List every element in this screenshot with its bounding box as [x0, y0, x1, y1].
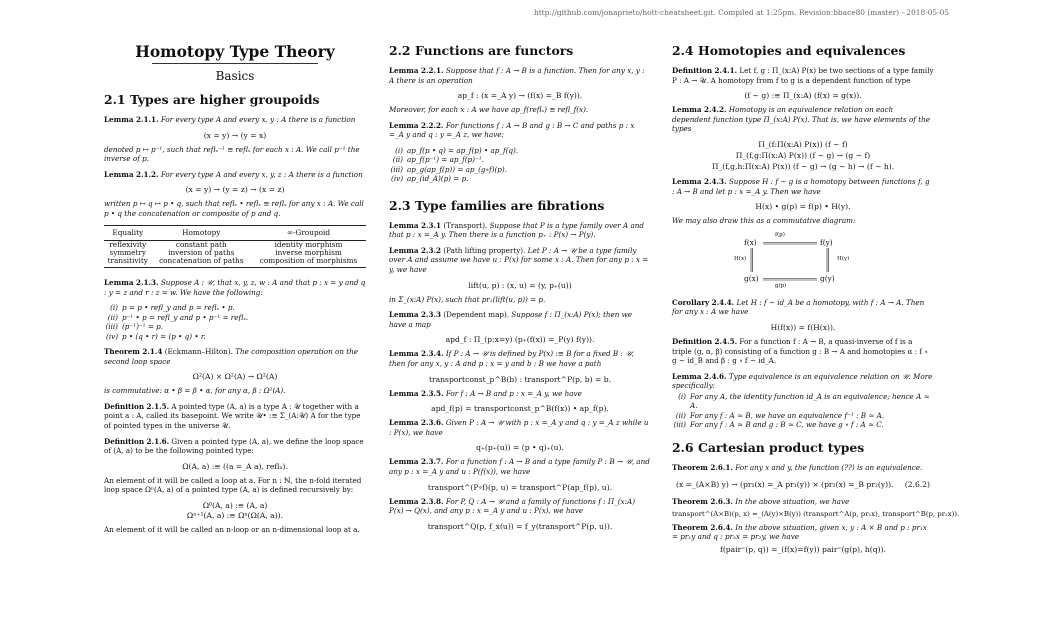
- lemma-2-4-3: Lemma 2.4.3. Suppose H : f ∼ g is a homotopy between functions f, g : A → B and let p : x =_A y. Then we have: [672, 176, 930, 196]
- lemma-2-4-2: Lemma 2.4.2. Homotopy is an equivalence relation on each dependent function type Π_(x:A) P(x). That is, we have elements of the types: [672, 105, 930, 134]
- section-2-2-heading: 2.2 Functions are functors: [389, 43, 574, 58]
- theorem-2-6-4: Theorem 2.6.4. In the above situation, given x, y : A × B and p : pr₁x = pr₁y and q : pr₂x = pr₂y, we have: [672, 522, 927, 542]
- lemma-2-3-6-equation: q₊(p₊(u)) = (p • q)₊(u).: [476, 443, 564, 453]
- diagram-node-gx: g(x): [744, 273, 759, 283]
- lemma-2-2-1-equation: ap_f : (x =_A y) → (f(x) =_B f(y)).: [457, 91, 583, 101]
- theorem-2-1-4-equation: Ω²(A) × Ω²(A) → Ω²(A): [192, 372, 278, 382]
- theorem-2-6-4-equation: f(pair⁼(p, q)) =_(f(x)=f(y)) pair⁼(g(p), h(q)).: [720, 544, 886, 554]
- loop-space-base-equation: Ω⁰(A, a) :≡ (A, a): [202, 500, 268, 510]
- corollary-2-4-4-equation: H(f(x)) = f(H(x)).: [770, 322, 836, 332]
- list-item: (i) For any A, the identity function id_A is an equivalence; hence A ≃ A.: [678, 391, 930, 411]
- lemma-2-1-3: Lemma 2.1.3. Suppose A : 𝒰, that x, y, z, w : A and that p : x = y and q : y = z and r : z = w. We have the following:: [104, 278, 366, 297]
- diagram-node-fx: f(x): [744, 237, 757, 247]
- definition-2-1-6: Definition 2.1.6. Given a pointed type (A, a), we define the loop space of (A, a) to be the following pointed type:: [104, 436, 364, 456]
- commutative-diagram: [672, 228, 934, 294]
- lemma-2-3-8: Lemma 2.3.8. For P, Q : A → 𝒰 and a family of functions f : Π_(x:A) P(x) → Q(x), and any p : x =_A y and u : P(x), we have: [389, 496, 636, 516]
- list-item: (i) p = p • refl_y and p = reflₓ • p.: [110, 303, 235, 313]
- table-row: transitivity concatenation of paths composition of morphisms: [104, 257, 366, 268]
- lemma-2-3-2: Lemma 2.3.2 (Path lifting property). Let P : A → 𝒰 be a type family over A and assume we have u : P(x) for some x : A. Then for any p : x = y, we have: [389, 245, 649, 274]
- section-2-6-heading: 2.6 Cartesian product types: [672, 439, 865, 455]
- diagram-node-gy: g(y): [820, 273, 835, 283]
- lemma-2-2-2-list: [389, 146, 651, 184]
- equation-number: (2.6.2): [904, 480, 930, 490]
- lemma-2-2-2: Lemma 2.2.2. For functions f : A → B and g : B → C and paths p : x =_A y and q : y =_A z, we have:: [389, 120, 635, 140]
- definition-2-4-1: Definition 2.4.1. Let f, g : Π_(x:A) P(x) be two sections of a type family P : A → 𝒰. A homotopy from f to g is a dependent function of type: [672, 66, 934, 85]
- theorem-2-1-4-after: is commutative: α • β = β • α, for any α, β : Ω²(A).: [104, 386, 286, 396]
- definition-2-1-6-after: An element of it will be called a loop at a. For n : ℕ, the n-fold iterated loop space Ωⁿ(A, a) of a pointed type (A, a) is defined recursively by:: [104, 475, 362, 495]
- definition-2-4-1-equation: (f ∼ g) :≡ Π_(x:A) (f(x) = g(x)).: [744, 91, 862, 101]
- lemma-2-2-1: Lemma 2.2.1. Suppose that f : A → B is a function. Then for any x, y : A there is an operation: [389, 66, 645, 85]
- theorem-2-6-3: Theorem 2.6.3. In the above situation, we have: [672, 497, 850, 507]
- lemma-2-1-1: Lemma 2.1.1. For every type A and every x, y : A there is a function: [104, 115, 356, 124]
- list-item: (iii) (p⁻¹)⁻¹ = p.: [105, 322, 164, 332]
- theorem-2-6-1: Theorem 2.6.1. For any x and y, the function (??) is an equivalence.: [672, 462, 923, 472]
- theorem-2-1-4: Theorem 2.1.4 (Eckmann–Hilton). The composition operation on the second loop space: [104, 346, 359, 366]
- list-item: (iii) ap_g(ap_f(p)) = ap_(g∘f)(p).: [390, 164, 507, 174]
- lemma-2-3-5: Lemma 2.3.5. For f : A → B and p : x =_A y, we have: [389, 388, 582, 398]
- list-item: (ii) p⁻¹ • p = refl_y and p • p⁻¹ = reflₓ.: [107, 312, 249, 322]
- lemma-2-3-6: Lemma 2.3.6. Given P : A → 𝒰 with p : x =_A y and q : y =_A z while u : P(x), we have: [389, 418, 649, 437]
- homotopy-reflexive-type: Π_(f:Π(x:A) P(x)) (f ∼ f): [758, 139, 848, 149]
- list-item: (i) ap_f(p • q) = ap_f(p) • ap_f(q).: [395, 145, 519, 155]
- header-url[interactable]: http://github.com/jonaprieto/hott-cheatsheet.git. Compiled at 1:25pm. Revision:bbace80 (master) - 2018-05-05: [533, 8, 949, 17]
- section-2-1-heading: 2.1 Types are higher groupoids: [104, 92, 320, 107]
- table-header: Homotopy: [152, 225, 251, 240]
- groupoid-table: [104, 225, 366, 269]
- lemma-2-3-4: Lemma 2.3.4. If P : A → 𝒰 is defined by P(x) :≡ B for a fixed B : 𝒰, then for any x, y : A and p : x = y and b : B we have a path: [389, 349, 634, 368]
- lemma-2-4-6: Lemma 2.4.6. Type equivalence is an equivalence relation on 𝒰. More specifically:: [672, 371, 933, 391]
- lemma-2-1-3-list: [104, 303, 366, 341]
- lemma-2-3-8-equation: transport^Q(p, f_x(u)) = f_y(transport^P(p, u)).: [427, 521, 613, 531]
- diagram-top-label: f(p): [775, 231, 785, 238]
- diagram-bottom-label: g(p): [775, 282, 787, 289]
- list-item: (ii) ap_f(p⁻¹) = ap_f(p)⁻¹.: [392, 155, 484, 165]
- list-item: (iii) For any f : A ≃ B and g : B ≃ C, we have g ∘ f : A ≃ C.: [673, 420, 884, 430]
- lemma-2-2-1-after: Moreover, for each x : A we have ap_f(reflₓ) ≡ refl_f(x).: [389, 105, 589, 115]
- diagram-node-fy: f(y): [820, 237, 833, 247]
- diagram-left-label: H(x): [734, 255, 747, 262]
- column-3: [672, 40, 960, 559]
- table-header: Equality: [104, 225, 152, 240]
- section-2-3-heading: 2.3 Type families are fibrations: [389, 197, 605, 213]
- diagram-arrows: [672, 228, 934, 294]
- lemma-2-1-1-after: denoted p ↦ p⁻¹, such that reflₓ⁻¹ ≡ reflₓ for each x : A. We call p⁻¹ the inverse of p.: [104, 144, 360, 164]
- lemma-2-1-2-equation: (x = y) → (y = z) → (x = z): [185, 185, 285, 195]
- n-loop-sentence: An element of it will be called an n-loop or an n-dimensional loop at a.: [104, 524, 360, 534]
- lemma-2-3-1: Lemma 2.3.1 (Transport). Suppose that P is a type family over A and that p : x =_A y. Then there is a function p₊ : P(x) → P(y).: [389, 220, 644, 240]
- list-item: (iv) p • (q • r) = (p • q) • r.: [106, 331, 206, 341]
- homotopy-symmetric-type: Π_(f,g:Π(x:A) P(x)) (f ∼ g) → (g ∼ f): [735, 150, 871, 160]
- table-row: reflexivity constant path identity morphism: [109, 239, 343, 249]
- lemma-2-1-2: Lemma 2.1.2. For every type A and every x, y, z : A there is a function: [104, 169, 363, 179]
- lemma-2-3-7-equation: transport^(P∘f)(p, u) = transport^P(ap_f(p), u).: [427, 482, 613, 492]
- definition-2-4-5: Definition 2.4.5. For a function f : A → B, a quasi-inverse of f is a triple (g, α, β) consisting of a function g : B → A and homotopies α : f ∘ g ∼ id_B and β : g ∘ f ∼ id_A.: [672, 336, 928, 366]
- lemma-2-1-2-after: written p ↦ q ↦ p • q, such that reflₓ • reflₓ ≡ reflₓ for any x : A. We call p • q the concatenation or composite of p and q.: [104, 199, 364, 218]
- lemma-2-3-4-equation: transportconst_p^B(b) : transport^P(p, b) = b.: [428, 374, 612, 384]
- lemma-2-3-5-equation: apd_f(p) = transportconst_p^B(f(x)) • ap_f(p).: [431, 404, 609, 414]
- equation-2-6-2: (x =_(A×B) y) → (pr₁(x) =_A pr₁(y)) × (pr₂(x) =_B pr₂(y)). (2.6.2): [676, 480, 930, 490]
- list-item: (ii) For any f : A ≃ B, we have an equivalence f⁻¹ : B ≃ A.: [675, 410, 885, 420]
- lemma-2-4-6-list: [672, 392, 934, 430]
- lemma-2-3-3: Lemma 2.3.3 (Dependent map). Suppose f : Π_(x:A) P(x); then we have a map: [389, 310, 633, 329]
- document-title: Homotopy Type Theory: [135, 42, 335, 61]
- table-row: symmetry inversion of paths inverse morphism: [109, 247, 342, 257]
- lemma-2-3-2-equation: lift(u, p) : (x, u) = (y, p₊(u)): [468, 280, 572, 290]
- definition-2-1-5: Definition 2.1.5. A pointed type (A, a) is a type A : 𝒰 together with a point a : A, called its basepoint. We write 𝒰• :≡ Σ_(A:𝒰) A for the type of pointed types in the universe 𝒰.: [104, 401, 361, 430]
- definition-2-1-6-equation: Ω(A, a) :≡ ((a =_A a), reflₐ).: [182, 461, 288, 471]
- lemma-2-3-7: Lemma 2.3.7. For a function f : A → B and a type family P : B → 𝒰, and any p : x =_A y and u : P(f(x)), we have: [389, 457, 650, 476]
- lemma-2-4-3-equation: H(x) • g(p) = f(p) • H(y).: [755, 202, 851, 212]
- homotopy-transitive-type: Π_(f,g,h:Π(x:A) P(x)) (f ∼ g) → (g ∼ h) → (f ∼ h).: [711, 161, 895, 171]
- list-item: (iv) ap_(id_A)(p) = p.: [391, 174, 469, 184]
- corollary-2-4-4: Corollary 2.4.4. Let H : f ∼ id_A be a homotopy, with f : A → A. Then for any x : A we have: [672, 297, 925, 317]
- diagram-right-label: H(y): [837, 255, 850, 262]
- document-subtitle: Basics: [215, 69, 255, 83]
- theorem-2-6-3-equation: transport^(A×B)(p, x) =_(A(y)×B(y)) (transport^A(p, pr₁x), transport^B(p, pr₂x)).: [672, 509, 960, 518]
- loop-space-step-equation: Ωⁿ⁺¹(A, a) :≡ Ωⁿ(Ω(A, a)).: [186, 510, 284, 520]
- section-2-4-heading: 2.4 Homotopies and equivalences: [672, 43, 906, 58]
- column-1: [104, 40, 366, 541]
- lemma-2-3-2-after: in Σ_(x:A) P(x), such that pr₁(lift(u, p)) = p.: [389, 294, 546, 304]
- lemma-2-4-3-after: We may also draw this as a commutative diagram:: [672, 216, 856, 226]
- column-2: [389, 40, 651, 536]
- title-rule: [152, 63, 318, 64]
- table-header: ∞-Groupoid: [251, 225, 366, 240]
- lemma-2-3-3-equation: apd_f : Π_(p:x=y) (p₊(f(x)) =_P(y) f(y)).: [445, 335, 595, 345]
- lemma-2-1-1-equation: (x = y) → (y = x): [203, 130, 267, 140]
